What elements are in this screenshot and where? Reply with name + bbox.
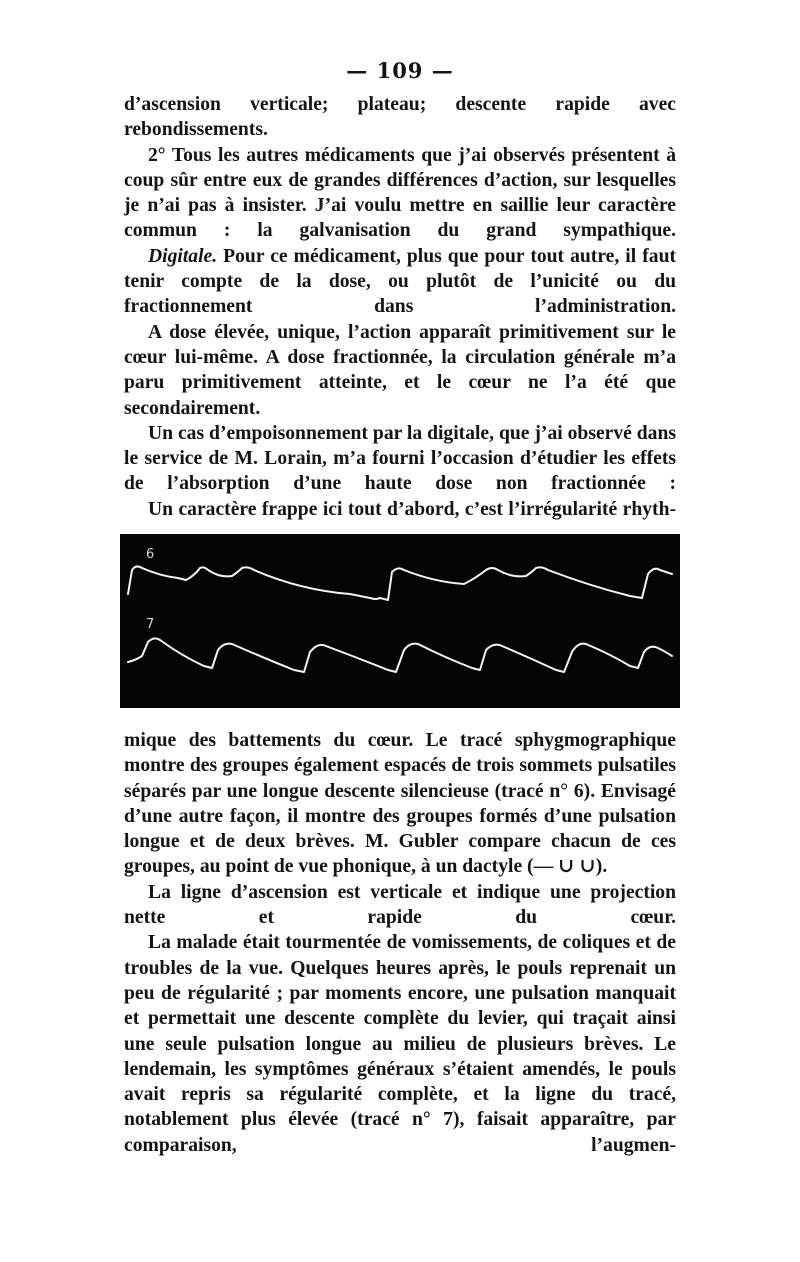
trace-7 bbox=[128, 638, 672, 672]
paragraph: La ligne d’ascension est verticale et indique une projection nette et rapide du cœur. bbox=[124, 881, 676, 929]
text-block-top bbox=[124, 92, 676, 522]
trace-label-6: 6 bbox=[146, 547, 155, 562]
paragraph-text: Pour ce médicament, plus que pour tout autre, il faut tenir compte de la dose, ou plutôt de l’unicité ou du fractionnement dans l’administration. bbox=[124, 245, 676, 318]
trace-6 bbox=[128, 566, 672, 600]
text-block-bottom bbox=[124, 728, 676, 1158]
paragraph: Un cas d’empoisonnement par la digitale, que j’ai observé dans le service de M. Lorain, m’a fourni l’occasion d’étudier les effets de l’absorption d’une haute dose non fractionnée : bbox=[124, 422, 676, 495]
paragraph bbox=[124, 244, 676, 320]
paragraph: La malade était tourmentée de vomissements, de coliques et de troubles de la vue. Quelques heures après, le pouls reprenait un peu de régularité ; par moments encore, une pulsation manquait et permettait une descente complète du levier, qui traçait ainsi une seule pulsation longue au milieu de plusieurs brèves. Le lendemain, les symptômes généraux s’étaient amendés, le pouls avait repris sa régularité complète, et la ligne du tracé, notablement plus élevée (tracé n° 7), faisait apparaître, par comparaison, l’augmen- bbox=[124, 932, 676, 1156]
page-number: — 109 — bbox=[346, 58, 454, 83]
paragraph: d’ascension verticale; plateau; descente rapide avec rebondissements. bbox=[124, 94, 676, 141]
trace-label-7: 7 bbox=[146, 617, 155, 632]
paragraph: mique des battements du cœur. Le tracé sphygmographique montre des groupes également espacés de trois sommets pulsatiles séparés par une longue descente silencieuse (tracé n° 6). Envisagé d’une autre façon, il montre des groupes formés d’une pulsation longue et de deux brèves. M. Gubler compare chacun de ces groupes, au point de vue phonique, à un dactyle (— ∪ ∪). bbox=[124, 730, 676, 878]
section-heading-digitale: Digitale. bbox=[148, 245, 218, 267]
paragraph: A dose élevée, unique, l’action apparaît primitivement sur le cœur lui-même. A dose fractionnée, la circulation générale m’a paru primitivement atteinte, et le cœur ne l’a été que secondairement. bbox=[124, 321, 676, 419]
sphygmograph-traces bbox=[120, 534, 680, 708]
paragraph: Un caractère frappe ici tout d’abord, c’est l’irrégularité rhyth- bbox=[148, 498, 676, 520]
paragraph: 2° Tous les autres médicaments que j’ai observés présentent à coup sûr entre eux de grandes différences d’action, sur lesquelles je n’ai pas à insister. J’ai voulu mettre en saillie leur caractère commun : la galvanisation du grand sympathique. bbox=[124, 144, 676, 242]
sphygmograph-figure bbox=[120, 534, 680, 708]
